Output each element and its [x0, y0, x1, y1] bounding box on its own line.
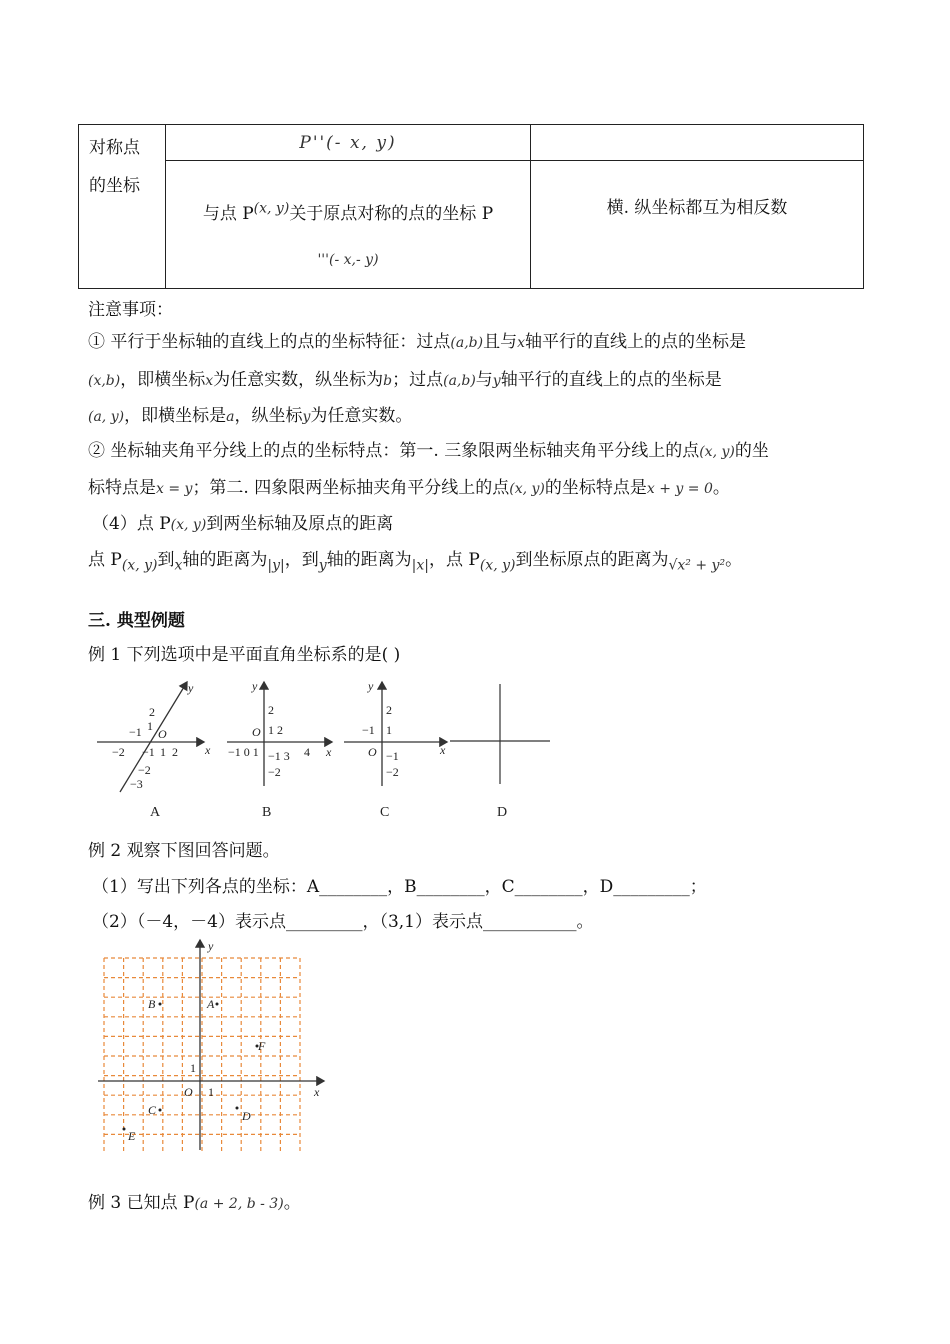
option-label: A — [150, 805, 161, 820]
var: x — [517, 335, 525, 351]
point: (a, y) — [88, 409, 125, 425]
tick: 1 — [160, 745, 166, 759]
option-label: B — [262, 805, 272, 820]
text: ；第二. 四象限两坐标抽夹角平分线上的点 — [192, 478, 510, 498]
var: x — [174, 557, 183, 574]
text: 的坐 — [734, 441, 769, 461]
y-unit-label: 1 — [190, 1061, 196, 1075]
option-label: D — [497, 805, 508, 820]
text: ① 平行于坐标轴的直线上的点的坐标特征：过点 — [88, 332, 451, 352]
x-label: x — [326, 745, 332, 759]
tick: 1 — [386, 723, 392, 737]
point-d-label: D — [242, 1109, 251, 1123]
sqrt-formula: √x² + y² — [668, 557, 726, 574]
point: (x, y) — [479, 557, 516, 574]
equation: x = y — [156, 481, 193, 497]
option-a-figure — [97, 681, 211, 820]
text: 。 — [712, 478, 730, 498]
tick: −1 0 1 — [228, 745, 259, 759]
example-2-question-1: （1）写出下列各点的坐标：A________，B________，C________，D_________； — [92, 877, 707, 897]
text: ；过点 — [392, 370, 444, 390]
text: （4）点 P — [92, 514, 171, 534]
tick: −2 — [138, 763, 151, 777]
text: 与点 P — [202, 204, 254, 224]
tick: −3 — [130, 777, 143, 791]
tick: −1 3 — [268, 749, 290, 763]
equation: x + y = 0 — [646, 481, 713, 497]
tick: 1 2 — [268, 723, 283, 737]
origin-label: O — [252, 725, 261, 739]
note-2-line-2 — [88, 473, 730, 498]
point-d-dot — [236, 1107, 239, 1110]
tick: −2 — [386, 765, 399, 779]
origin-rule-cell: 横. 纵坐标都互为相反数 — [531, 161, 864, 289]
var: a — [226, 409, 235, 425]
text: 为任意实数，纵坐标为 — [213, 370, 384, 390]
tick: 2 — [386, 703, 392, 717]
y-label: y — [208, 939, 214, 953]
option-b-figure — [227, 679, 332, 820]
text: 轴的距离为 — [326, 550, 412, 570]
y-label: y — [188, 681, 194, 695]
grid-lines — [104, 958, 300, 1152]
text: ，到 — [284, 550, 319, 570]
text: 轴平行的直线上的点的坐标是 — [500, 370, 722, 390]
tick: 2 — [172, 745, 178, 759]
empty-cell — [531, 125, 864, 161]
point: (x, y) — [170, 517, 207, 533]
option-label: C — [380, 805, 390, 820]
tick: 4 — [304, 745, 310, 759]
var: y — [318, 557, 327, 574]
option-d-figure — [450, 684, 550, 820]
var: x — [205, 373, 214, 389]
text: 到两坐标轴及原点的距离 — [206, 514, 394, 534]
text: ，即横坐标是 — [124, 406, 227, 426]
tick: −1 — [142, 745, 155, 759]
origin-label: O — [158, 727, 167, 741]
y-label: y — [368, 679, 374, 693]
note-2-line-1 — [88, 436, 769, 461]
x-label: x — [440, 743, 446, 757]
text: 为任意实数。 — [310, 406, 413, 426]
point: (x,b) — [88, 373, 121, 389]
section-title: 三. 典型例题 — [88, 611, 185, 631]
text: 轴的距离为 — [182, 550, 268, 570]
tick: 1 — [147, 719, 153, 733]
tick: −2 — [112, 745, 125, 759]
formula-cell — [166, 125, 531, 161]
tick: −1 — [386, 749, 399, 763]
formula-y-axis: P''(- x, y) — [299, 132, 397, 153]
text: 且与 — [483, 332, 518, 352]
point: (x, y) — [699, 444, 735, 460]
tick: −1 — [362, 723, 375, 737]
text: 关于原点对称的点的坐标 P — [289, 204, 494, 224]
y-label: y — [252, 679, 258, 693]
point-e-dot — [123, 1128, 126, 1131]
note-1-line-2 — [88, 365, 722, 390]
text: 到 — [157, 550, 175, 570]
point: (x, y) — [121, 557, 158, 574]
example-2-question-2: （2）（－4，－4）表示点_________，（3,1）表示点___________。 — [92, 912, 594, 932]
x-unit-label: 1 — [208, 1085, 214, 1099]
point-expression: (a + 2, b - 3) — [194, 1196, 284, 1212]
row-header-line2: 的坐标 — [89, 176, 140, 196]
point: (a,b) — [443, 373, 476, 389]
coordinate-grid-figure — [96, 936, 330, 1152]
row-header-line1: 对称点 — [89, 138, 140, 158]
formula-origin: '''(- x,- y) — [317, 252, 379, 268]
text: ，即横坐标 — [120, 370, 206, 390]
abs-x: |x| — [411, 557, 429, 574]
distance-line — [88, 545, 742, 573]
notes-heading: 注意事项： — [88, 300, 173, 320]
tick: 2 — [268, 703, 274, 717]
text: ，纵坐标 — [234, 406, 303, 426]
text: 。 — [283, 1193, 301, 1213]
text: 标特点是 — [88, 478, 156, 498]
text: 轴平行的直线上的点的坐标是 — [525, 332, 746, 352]
tick: 2 — [149, 705, 155, 719]
point-a-dot — [216, 1003, 219, 1006]
note-1-line-1 — [88, 327, 746, 352]
symmetric-point-table — [78, 124, 864, 289]
example-2: 例 2 观察下图回答问题。 — [88, 841, 280, 861]
note-1-line-3 — [88, 401, 412, 426]
point: (a,b) — [450, 335, 484, 351]
point: (x, y) — [253, 200, 290, 217]
row-header — [79, 125, 166, 289]
point-b-label: B — [148, 997, 156, 1011]
point-a-label: A — [207, 997, 215, 1011]
text: 到坐标原点的距离为 — [515, 550, 669, 570]
var: y — [302, 409, 311, 425]
x-label: x — [314, 1085, 320, 1099]
var: b — [383, 373, 393, 389]
text: 例 3 已知点 P — [88, 1193, 195, 1213]
example-1: 例 1 下列选项中是平面直角坐标系的是( ) — [88, 645, 401, 665]
example-1-figures — [92, 674, 562, 824]
var: y — [492, 373, 501, 389]
option-c-figure — [344, 679, 447, 820]
text: ，点 P — [429, 550, 480, 570]
origin-label: O — [368, 745, 377, 759]
point-c-label: C — [148, 1103, 157, 1117]
origin-label: O — [184, 1085, 193, 1099]
point-b-dot — [159, 1003, 162, 1006]
tick: −2 — [268, 765, 281, 779]
example-3 — [88, 1188, 301, 1213]
note-4-title — [92, 509, 393, 534]
tick: −1 — [129, 725, 142, 739]
point-f-label: F — [258, 1039, 266, 1053]
x-label: x — [205, 743, 211, 757]
origin-symmetry-cell — [166, 161, 531, 289]
point-e-label: E — [128, 1129, 136, 1143]
point: (x, y) — [509, 481, 545, 497]
text: 的坐标特点是 — [544, 478, 647, 498]
text: 。 — [725, 550, 743, 570]
text: 点 P — [88, 550, 122, 570]
point-c-dot — [159, 1109, 162, 1112]
text: ② 坐标轴夹角平分线上的点的坐标特点：第一. 三象限两坐标轴夹角平分线上的点 — [88, 441, 700, 461]
text: 与 — [475, 370, 493, 390]
abs-y: |y| — [267, 557, 285, 574]
